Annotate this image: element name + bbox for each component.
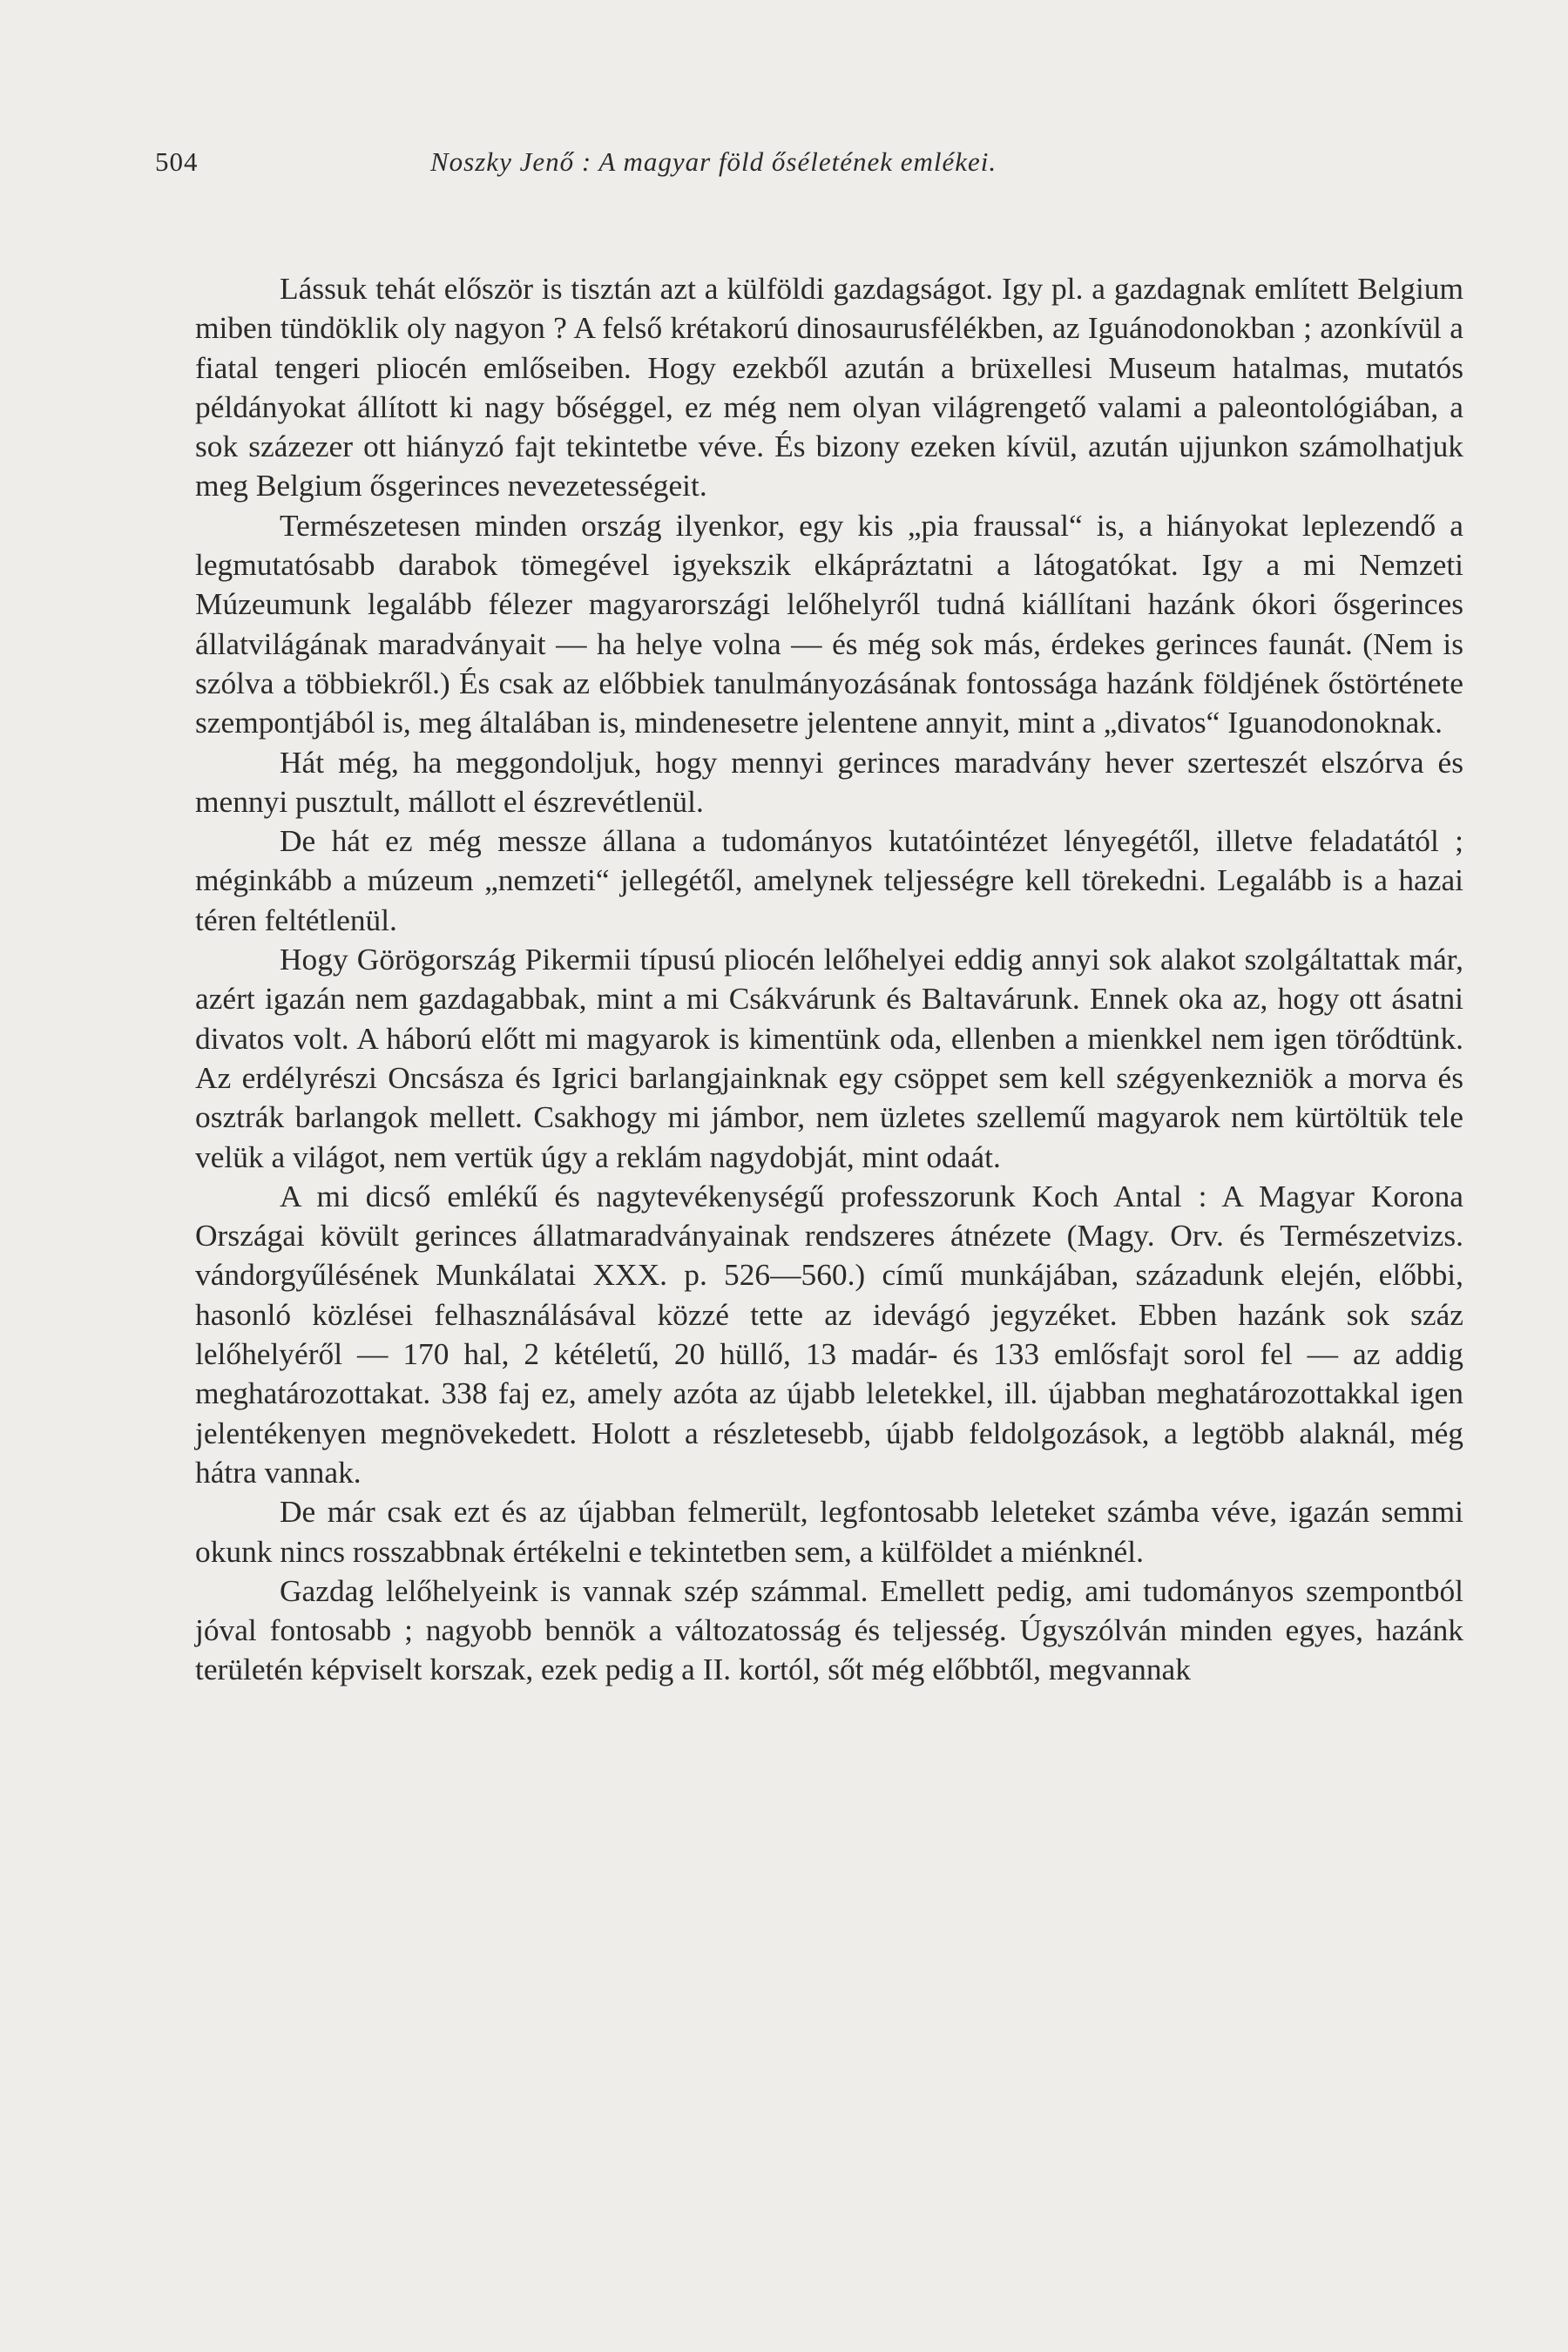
paragraph: A mi dicső emlékű és nagytevékenységű professzorunk Koch Antal : A Magyar Korona Országai kövült gerinces állatmaradványainak rendszeres átnézete (Magy. Orv. és Természetvizs. vándorgyűlésének Munkálatai XXX. p. 526—560.) című munkájában, századunk elején, előbbi, hasonló közlései felhasználásával közzé tette az idevágó jegyzéket. Ebben hazánk sok száz lelőhelyéről — 170 hal, 2 kétéletű, 20 hüllő, 13 madár- és 133 emlősfajt sorol fel — az addig meghatározottakat. 338 faj ez, amely azóta az újabb leletekkel, ill. újabban meghatározottakkal igen jelentékenyen megnövekedett. Holott a részletesebb, újabb feldolgozások, a legtöbb alaknál, még hátra vannak. <box>195 1178 1463 1490</box>
paragraph: De hát ez még messze állana a tudományos kutatóintézet lényegétől, illetve feladatától ; méginkább a múzeum „nemzeti“ jellegétől, amelynek teljességre kell törekedni. Legalább is a hazai téren feltétlenül. <box>195 823 1463 937</box>
page-number: 504 <box>155 146 199 177</box>
running-head <box>155 146 1462 185</box>
paragraph: Hát még, ha meggondoljuk, hogy mennyi gerinces maradvány hever szerteszét elszórva és mennyi pusztult, mállott el észrevétlenül. <box>195 744 1463 819</box>
paragraph: De már csak ezt és az újabban felmerült, legfontosabb leleteket számba véve, igazán semmi okunk nincs rosszabbnak értékelni e tekintetben sem, a külföldet a miénknél. <box>195 1494 1463 1569</box>
paragraph: Természetesen minden ország ilyenkor, egy kis „pia fraussal“ is, a hiányokat leplezendő a legmutatósabb darabok tömegével igyekszik elkápráztatni a látogatókat. Igy a mi Nemzeti Múzeumunk legalább félezer magyarországi lelőhelyről tudná kiállítani hazánk ókori ősgerinces állatvilágának maradványait — ha helye volna — és még sok más, érdekes gerinces faunát. (Nem is szólva a többiekről.) És csak az előbbiek tanulmányozásának fontossága hazánk földjének őstörténete szempontjából is, meg általában is, mindenesetre jelentene annyit, mint a „divatos“ Iguanodonoknak. <box>195 507 1463 740</box>
paragraph: Lássuk tehát először is tisztán azt a külföldi gazdagságot. Igy pl. a gazdagnak említett Belgium miben tündöklik oly nagyon ? A felső krétakorú dinosaurusfélékben, az Iguánodonokban ; azonkívül a fiatal tengeri pliocén emlőseiben. Hogy ezekből azután a brüxellesi Museum hatalmas, mutatós példányokat állított ki nagy bőséggel, ez még nem olyan világrengető valami a paleontológiában, a sok százezer ott hiányzó fajt tekintetbe véve. És bizony ezeken kívül, azután ujjunkon számolhatjuk meg Belgium ősgerinces nevezetességeit. <box>195 271 1463 504</box>
body-text <box>195 269 1463 1690</box>
paragraph: Hogy Görögország Pikermii típusú pliocén lelőhelyei eddig annyi sok alakot szolgáltattak már, azért igazán nem gazdagabbak, mint a mi Csákvárunk és Baltavárunk. Ennek oka az, hogy ott ásatni divatos volt. A háború előtt mi magyarok is kimentünk oda, ellenben a mienkkel nem igen törődtünk. Az erdélyrészi Oncsásza és Igrici barlangjainknak egy csöppet sem kell szégyenkezniök a morva és osztrák barlangok mellett. Csakhogy mi jámbor, nem üzletes szellemű magyarok nem kürtöltük tele velük a világot, nem vertük úgy a reklám nagydobját, mint odaát. <box>195 942 1463 1174</box>
running-title: Noszky Jenő : A magyar föld őséletének emlékei. <box>430 146 997 177</box>
paragraph: Gazdag lelőhelyeink is vannak szép számmal. Emellett pedig, ami tudományos szempontból jóval fontosabb ; nagyobb bennök a változatosság és teljesség. Úgyszólván minden egyes, hazánk területén képviselt korszak, ezek pedig a II. kortól, sőt még előbbtől, megvannak <box>195 1572 1463 1687</box>
